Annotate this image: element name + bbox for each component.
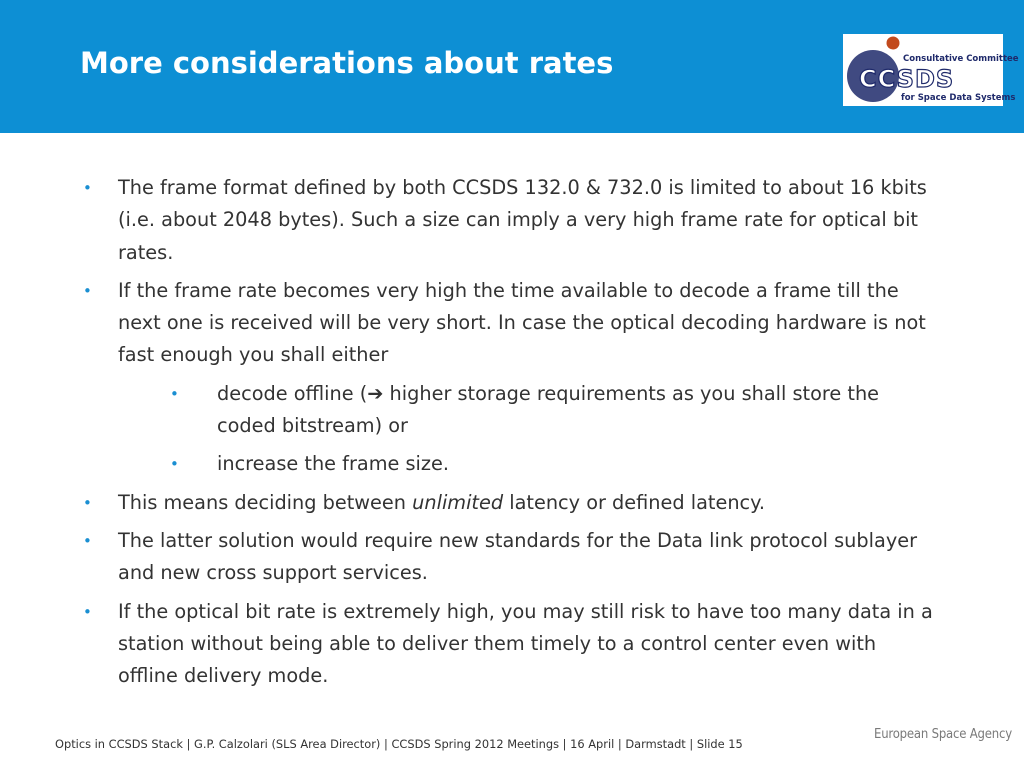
- bullet-item: [78, 525, 938, 590]
- logo-text-main: CCSDS: [859, 65, 955, 93]
- bullet-text-after: latency or defined latency.: [503, 490, 765, 514]
- bullet-text-after: higher storage requirements as you shall store the coded bitstream) or: [217, 381, 880, 438]
- logo-text-top: Consultative Committee: [903, 54, 1019, 64]
- right-arrow-icon: ➔: [367, 381, 384, 405]
- bullet-item: [78, 172, 938, 269]
- bullet-emphasis: unlimited: [412, 490, 504, 514]
- bullet-text: If the frame rate becomes very high the time available to decode a frame till the next one is received will be very short. In case the optical decoding hardware is not fast enough you shall either: [118, 278, 926, 367]
- bullet-icon: •: [83, 281, 92, 300]
- bullet-icon: •: [83, 493, 92, 512]
- slide-title: More considerations about rates: [80, 46, 614, 80]
- bullet-item: [78, 487, 938, 519]
- bullet-text: increase the frame size.: [217, 452, 449, 476]
- bullet-list: [78, 172, 938, 698]
- bullet-icon: •: [83, 179, 92, 197]
- bullet-icon: •: [170, 384, 179, 403]
- bullet-text-before: decode offline (: [217, 381, 368, 405]
- sub-bullet-item: [78, 378, 907, 443]
- bullet-text: If the optical bit rate is extremely high, you may still risk to have too many data in a station without being able to deliver them timely to a control center even with offline delivery mode.: [118, 599, 933, 688]
- bullet-item: [78, 596, 938, 693]
- bullet-text: The latter solution would require new standards for the Data link protocol sublayer and new cross support services.: [118, 528, 918, 585]
- bullet-icon: •: [83, 531, 92, 550]
- bullet-text: The frame format defined by both CCSDS 132.0 & 732.0 is limited to about 16 kbits (i.e. about 2048 bytes). Such a size can imply a very high frame rate for optical bit rates.: [118, 176, 927, 264]
- slide-footer: Optics in CCSDS Stack | G.P. Calzolari (SLS Area Director) | CCSDS Spring 2012 Meetings | 16 April | Darmstadt | Slide 15: [55, 737, 743, 751]
- logo-text-bottom: for Space Data Systems: [901, 93, 1016, 103]
- bullet-item: [78, 275, 938, 372]
- bullet-icon: •: [83, 602, 92, 621]
- sub-bullet-item: [78, 448, 907, 480]
- esa-logo-text: European Space Agency: [874, 727, 1012, 742]
- bullet-text-before: This means deciding between: [118, 490, 413, 514]
- ccsds-logo: [843, 34, 1019, 106]
- title-bar: [0, 0, 1024, 133]
- bullet-icon: •: [170, 455, 179, 474]
